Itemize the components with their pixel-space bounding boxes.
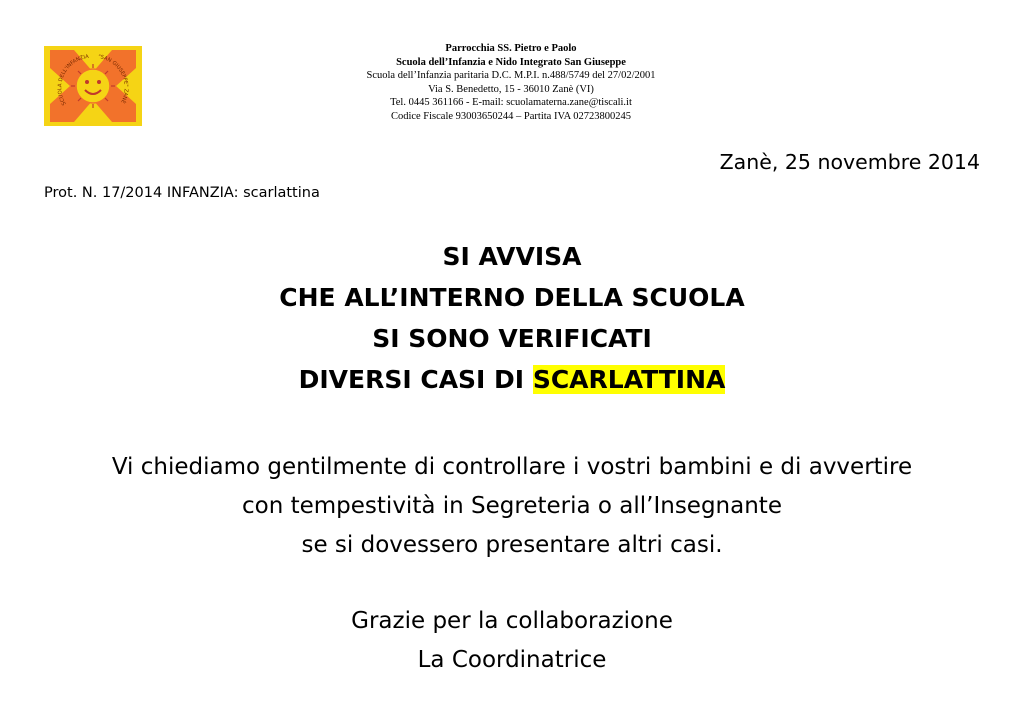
message-line-2: con tempestività in Segreteria o all’Insegnante <box>242 493 782 519</box>
signature-line: La Coordinatrice <box>417 647 607 673</box>
thanks-line: Grazie per la collaborazione <box>351 608 673 634</box>
logo-text-right: "SAN GIUSEPPE" ZANÈ <box>97 54 129 105</box>
logo-text-left: SCUOLA DELL'INFANZIA <box>57 53 90 107</box>
headline-line-1: SI AVVISA <box>442 242 582 271</box>
request-message <box>0 448 1024 565</box>
message-line-1: Vi chiediamo gentilmente di controllare i vostri bambini e di avvertire <box>111 454 913 480</box>
contact-line: Tel. 0445 361166 - E-mail: scuolamaterna.zane@tiscali.it <box>390 97 632 109</box>
protocol-number: Prot. N. 17/2014 INFANZIA: scarlattina <box>44 185 320 201</box>
accreditation-line: Scuola dell’Infanzia paritaria D.C. M.P.I. n.488/5749 del 27/02/2001 <box>366 70 656 82</box>
headline-line-4-prefix: DIVERSI CASI DI <box>298 365 533 394</box>
headline-line-4 <box>0 359 1024 400</box>
address-line: Via S. Benedetto, 15 - 36010 Zanè (VI) <box>428 83 594 95</box>
school-logo <box>44 46 142 126</box>
school-name: Scuola dell’Infanzia e Nido Integrato San Giuseppe <box>396 56 626 68</box>
highlighted-disease: SCARLATTINA <box>532 365 726 394</box>
school-logo-graphic <box>44 46 142 126</box>
parish-name: Parrocchia SS. Pietro e Paolo <box>445 43 577 54</box>
fiscal-code-line: Codice Fiscale 93003650244 – Partita IVA 02723800245 <box>390 110 632 122</box>
headline-line-2: CHE ALL’INTERNO DELLA SCUOLA <box>279 283 745 312</box>
document-date: Zanè, 25 novembre 2014 <box>719 150 980 174</box>
message-line-3: se si dovessero presentare altri casi. <box>301 532 723 558</box>
headline-line-3: SI SONO VERIFICATI <box>372 324 652 353</box>
notice-headline <box>0 236 1024 400</box>
letterhead <box>300 42 722 124</box>
closing <box>0 602 1024 680</box>
